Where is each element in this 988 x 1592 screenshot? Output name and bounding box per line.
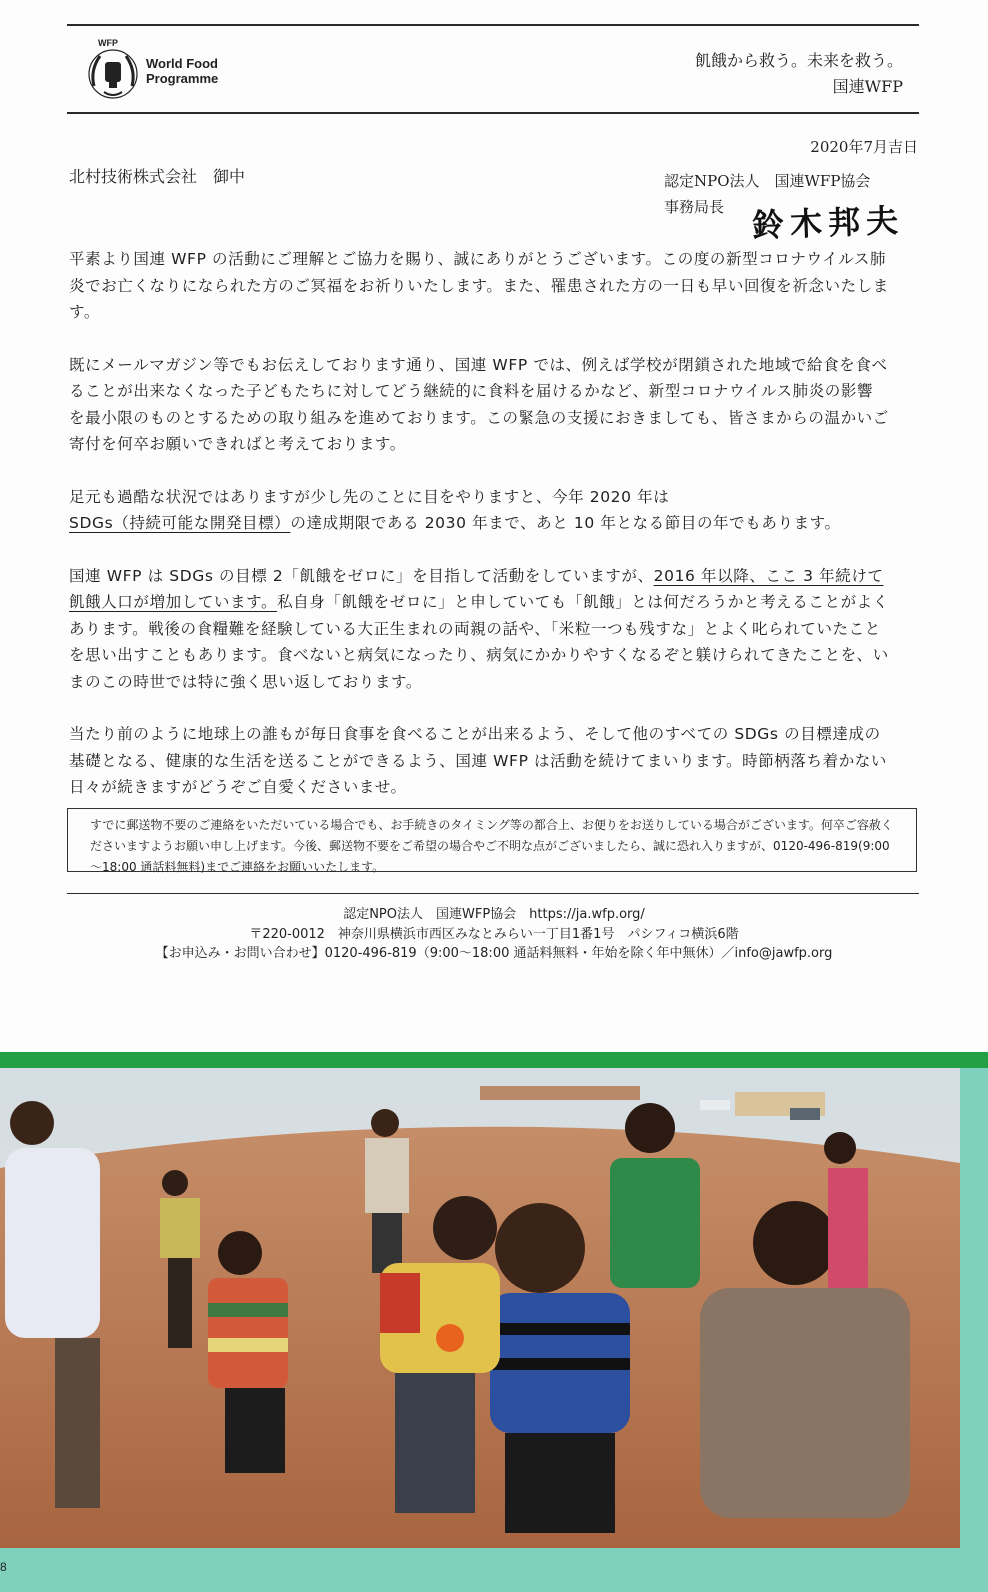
paragraph-3-text-a: 足元も過酷な状況ではありますが少し先のことに目をやりますと、今年 2020 年は: [69, 487, 670, 506]
slogan: [695, 48, 903, 100]
letter-date: 2020年7月吉日: [810, 138, 918, 156]
header-rule: [67, 112, 919, 114]
sender-org: 認定NPO法人 国連WFP協会: [664, 172, 871, 190]
notice-box: すでに郵送物不要のご連絡をいただいている場合でも、お手続きのタイミング等の都合上、お便りをお送りしている場合がございます。何卒ご容赦くださいますようお願い申し上げます。今後、郵送物不要をご希望の場合やご不明な点がございましたら、誠に恐れ入りますが、0120-496-819(9:00～18:00 通話料無料)までご連絡をお願いいたします。: [67, 808, 917, 872]
paragraph-1: 平素より国連 WFP の活動にご理解とご協力を賜り、誠にありがとうございます。この度の新型コロナウイルス肺炎でお亡くなりになられた方のご冥福をお祈りいたします。また、罹患された方の一日も早い回復を祈念いたします。: [69, 250, 889, 321]
paragraph-2: 既にメールマガジン等でもお伝えしております通り、国連 WFP では、例えば学校が閉鎖された地域で給食を食べることが出来なくなった子どもたちに対してどう継続的に食料を届けるかなど、新型コロナウイルス肺炎の影響を最小限のものとするための取り組みを進めております。この緊急の支援におきましても、皆さまからの温かいご寄付を何卒お願いできればと考えております。: [69, 355, 889, 453]
paragraph-5: 当たり前のように地球上の誰もが毎日食事を食べることが出来るよう、そして他のすべての SDGs の目標達成の基礎となる、健康的な生活を送ることができるよう、国連 WFP は活動を続けてまいります。時節柄落ち着かない日々が続きますがどうぞご自愛くださいませ。: [69, 725, 888, 796]
children-photo: [0, 1068, 960, 1548]
paragraph-3: [69, 484, 889, 537]
paragraph-3-text-b: の達成期限である 2030 年まで、あと 10 年となる節目の年でもあります。: [290, 514, 841, 532]
green-stripe: [0, 1052, 988, 1068]
hunger-increase-underlined: 2016 年以降、ここ 3 年続けて飢餓人口が増加しています。: [69, 566, 884, 611]
footer-contact: 【お申込み・お問い合わせ】0120-496-819（9:00～18:00 通話料無料・年始を除く年中無休）／info@jawfp.org: [155, 946, 833, 961]
orange-ball: [436, 1324, 464, 1352]
signature: 鈴木邦夫: [751, 201, 905, 245]
sender-title: 事務局長: [664, 198, 725, 216]
logo-name: World Food Programme: [146, 56, 219, 86]
distant-car: [700, 1100, 730, 1110]
slogan-line-2: 国連WFP: [832, 77, 903, 96]
logo-abbrev: WFP: [98, 38, 118, 48]
footer: [0, 905, 988, 964]
sdgs-underlined: SDGs（持続可能な開発目標）: [69, 514, 291, 532]
letter-body: [69, 246, 889, 801]
distant-buildings: [480, 1086, 640, 1100]
paragraph-4: [69, 563, 889, 696]
wfp-logo: [84, 38, 244, 98]
wheat-wreath-icon: [84, 46, 142, 102]
footer-org: 認定NPO法人 国連WFP協会 https://ja.wfp.org/: [343, 907, 645, 922]
addressee: 北村技術株式会社 御中: [69, 167, 246, 186]
paragraph-4-text-a: 国連 WFP は SDGs の目標 2「飢餓をゼロに」を目指して活動をしていますが、: [69, 566, 654, 585]
slogan-line-1: 飢餓から救う。未来を救う。: [694, 51, 903, 70]
footer-address: 〒220-0012 神奈川県横浜市西区みなとみらい一丁目1番1号 パシフィコ横浜6階: [249, 926, 739, 942]
page-number: 8: [0, 1560, 7, 1574]
paragraph-4-text-b: 私自身「飢餓をゼロに」と申していても「飢餓」とは何だろうかと考えることがよくあります。戦後の食糧難を経験している大正生まれの両親の話や、「米粒一つも残すな」とよく叱られていたことを思い出すこともあります。食べないと病気になったり、病気にかかりやすくなるぞと躾けられてきたことを、いまのこの時世では特に強く思い返しております。: [69, 593, 889, 691]
distant-truck: [790, 1108, 820, 1120]
top-rule: [67, 24, 919, 26]
footer-rule: [67, 893, 919, 894]
